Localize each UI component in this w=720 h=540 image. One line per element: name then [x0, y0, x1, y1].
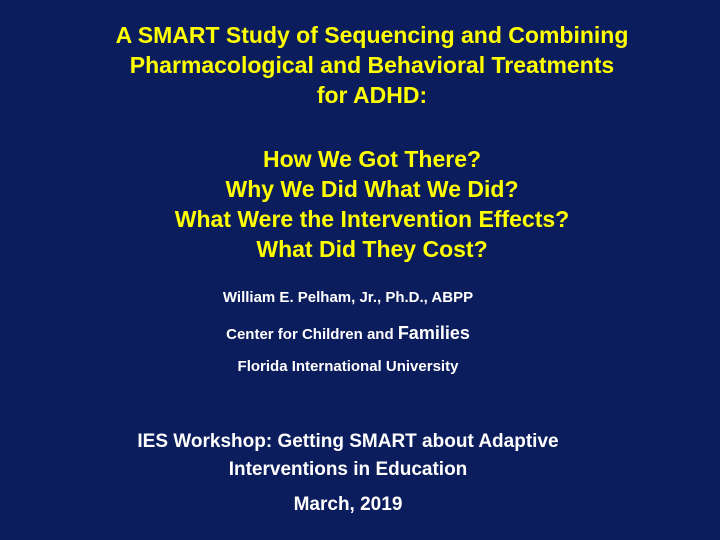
author-name: William E. Pelham, Jr., Ph.D., ABPP [222, 289, 474, 306]
slide-title [0, 20, 720, 110]
center-prefix: Center for Children and [226, 326, 398, 343]
author-center [0, 323, 696, 344]
event-line-2: Interventions in Education [228, 459, 468, 480]
event-line-1: IES Workshop: Getting SMART about Adaptive [137, 431, 559, 452]
title-line-2: Pharmacological and Behavioral Treatments [129, 52, 615, 78]
subtitle-line-3: What Were the Intervention Effects? [174, 206, 570, 232]
title-line-3: for ADHD: [316, 82, 428, 108]
subtitle-line-1: How We Got There? [262, 146, 482, 172]
author-university: Florida International University [237, 358, 459, 375]
subtitle-line-2: Why We Did What We Did? [225, 176, 519, 202]
title-line-1: A SMART Study of Sequencing and Combining [115, 22, 629, 48]
slide-subtitle [0, 144, 720, 264]
subtitle-line-4: What Did They Cost? [256, 236, 488, 262]
event-date: March, 2019 [293, 494, 403, 515]
center-suffix: Families [397, 323, 470, 343]
event-title [0, 428, 696, 484]
